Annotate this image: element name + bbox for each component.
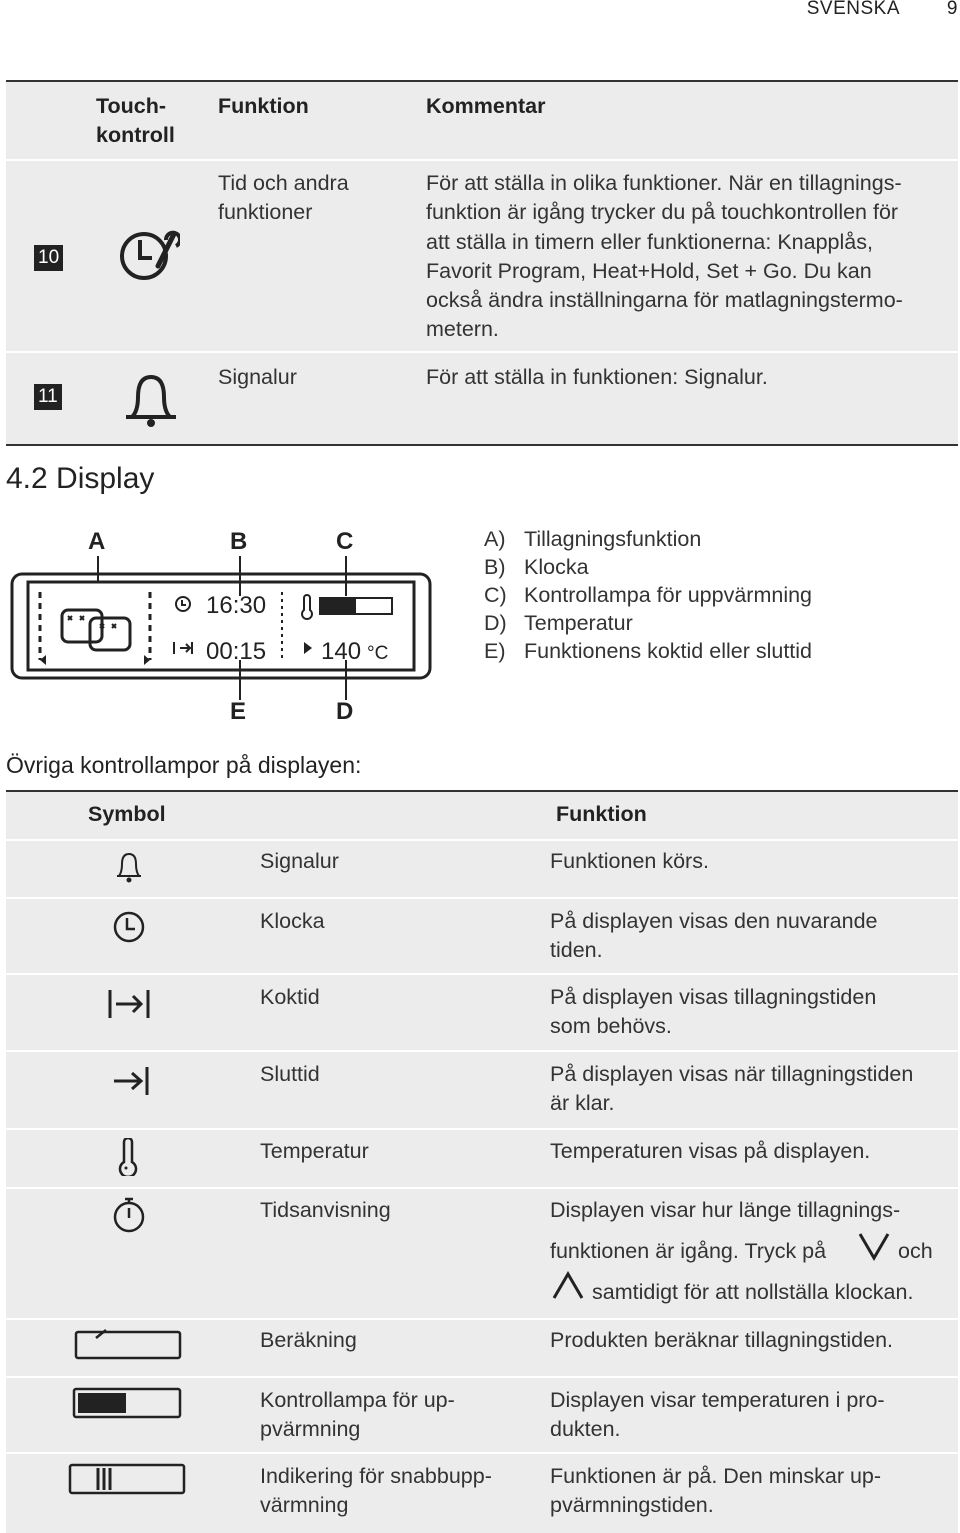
language-label: SVENSKA [806, 0, 900, 19]
row-name: pvärmning [260, 1417, 361, 1441]
control-number: 10 [34, 245, 63, 271]
legend-item: A) Tillagningsfunktion [484, 527, 702, 551]
row-desc: dukten. [550, 1417, 621, 1441]
page-header [0, 0, 960, 22]
chevron-down-icon [856, 1230, 892, 1262]
display-diagram [10, 556, 432, 700]
header-comment: Kommentar [426, 94, 546, 118]
row10-comment-1: För att ställa in olika funktioner. När en tillagnings- [426, 171, 902, 195]
row-name: Temperatur [260, 1139, 369, 1163]
row-desc: samtidigt för att nollställa klockan. [592, 1280, 914, 1304]
control-number: 11 [34, 384, 62, 410]
chevron-up-icon [550, 1270, 586, 1302]
row-name: Indikering för snabbupp- [260, 1464, 492, 1488]
header-symbol: Symbol [88, 802, 166, 826]
label-e: E [230, 698, 247, 725]
timer-settings-icon [118, 226, 180, 282]
row-name: Tidsanvisning [260, 1198, 391, 1222]
row-desc: funktionen är igång. Tryck på [550, 1239, 827, 1263]
header-touch-control: Touch- kontroll [96, 94, 175, 147]
label-c: C [336, 528, 354, 555]
row-name: Koktid [260, 985, 320, 1009]
calculation-icon [74, 1326, 184, 1362]
row-name: Signalur [260, 849, 339, 873]
thermometer-icon [116, 1138, 140, 1176]
row-desc: Displayen visar hur länge tillagnings- [550, 1198, 901, 1222]
header-function: Funktion [218, 94, 309, 118]
label-b: B [230, 528, 248, 555]
indicator-table [6, 790, 958, 1533]
bell-icon [120, 367, 182, 429]
bell-icon [114, 850, 144, 884]
row-desc: Displayen visar temperaturen i pro- [550, 1388, 885, 1412]
heat-indicator-icon [72, 1386, 184, 1420]
touch-control-table [6, 80, 958, 446]
row-desc: På displayen visas när tillagningstiden [550, 1062, 914, 1086]
legend-item: C) Kontrollampa för uppvärmning [484, 583, 813, 607]
row-name: Kontrollampa för up- [260, 1388, 455, 1412]
row-name: värmning [260, 1493, 349, 1517]
row-desc: tiden. [550, 938, 603, 962]
label-d: D [336, 698, 354, 725]
row10-comment-3: att ställa in timern eller funktionerna: Knapplås, [426, 230, 873, 254]
row-desc: På displayen visas den nuvarande [550, 909, 878, 933]
page-number: 9 [946, 0, 958, 19]
label-a: A [88, 528, 106, 555]
row11-comment: För att ställa in funktionen: Signalur. [426, 365, 768, 389]
row10-comment-2: funktion är igång trycker du på touchkontrollen för [426, 200, 899, 224]
display-legend [484, 525, 812, 665]
end-time-icon [110, 1064, 152, 1098]
clock-icon [112, 910, 146, 944]
row-desc: Funktionen körs. [550, 849, 709, 873]
row10-comment-4: Favorit Program, Heat+Hold, Set + Go. Du kan [426, 259, 872, 283]
row-name: Klocka [260, 909, 325, 933]
clock-readout: 16:30 [206, 592, 267, 619]
row10-comment-6: metern. [426, 317, 499, 341]
cook-time-icon [106, 986, 152, 1022]
row-desc: Temperaturen visas på displayen. [550, 1139, 871, 1163]
section-title: 4.2 Display [6, 462, 155, 495]
row-desc: är klar. [550, 1091, 615, 1115]
row-desc: pvärmningstiden. [550, 1493, 714, 1517]
row-desc: På displayen visas tillagningstiden [550, 985, 877, 1009]
row10-function-line1: Tid och andra [218, 171, 349, 195]
temperature-readout: 140 [321, 638, 362, 665]
row10-function-line2: funktioner [218, 200, 313, 224]
legend-item: D) Temperatur [484, 611, 633, 635]
row-name: Beräkning [260, 1328, 357, 1352]
cook-time-readout: 00:15 [206, 638, 267, 665]
legend-item: B) Klocka [484, 555, 589, 579]
row-desc: Funktionen är på. Den minskar up- [550, 1464, 882, 1488]
temperature-unit: °C [367, 643, 389, 664]
stopwatch-icon [112, 1196, 146, 1234]
row-name: Sluttid [260, 1062, 320, 1086]
legend-item: E) Funktionens koktid eller sluttid [484, 639, 813, 663]
subheading: Övriga kontrollampor på displayen: [6, 752, 362, 778]
row10-comment-5: också ändra inställningarna för matlagningstermo- [426, 288, 903, 312]
header-function: Funktion [556, 802, 647, 826]
fast-heat-icon [68, 1462, 188, 1496]
row-desc: som behövs. [550, 1014, 672, 1038]
row-desc: och [898, 1239, 933, 1263]
row-desc: Produkten beräknar tillagningstiden. [550, 1328, 894, 1352]
row11-function: Signalur [218, 365, 297, 389]
